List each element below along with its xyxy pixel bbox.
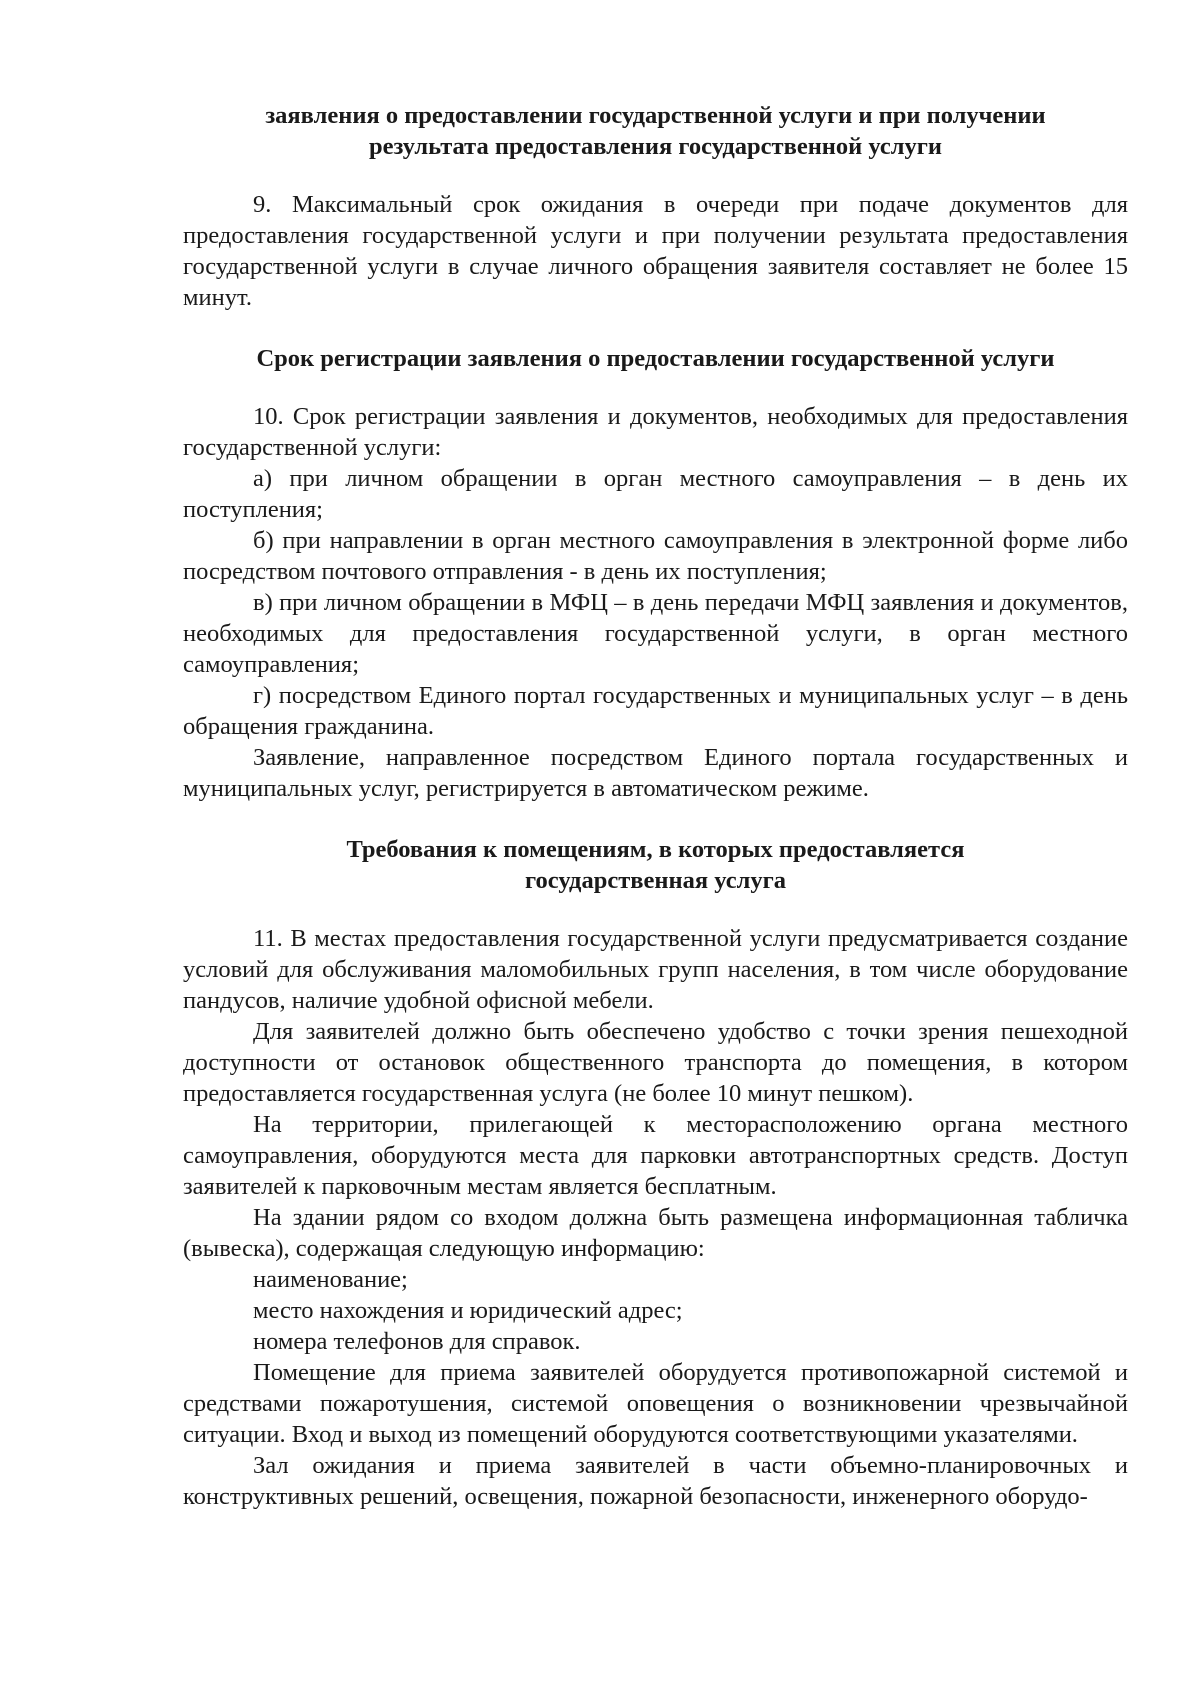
heading-line: государственная услуга — [525, 867, 786, 894]
paragraph-11: 11. В местах предоставления государственной услуги предусматривается создание условий для обслуживания маломобильных групп населения, в том числе оборудование пандусов, наличие удобной офисной мебели. — [183, 925, 1128, 1014]
heading-line: Требования к помещениям, в которых предоставляется — [346, 836, 965, 863]
section-heading-application-waiting — [183, 100, 1128, 162]
section-heading-registration-term — [183, 343, 1128, 374]
list-item: номера телефонов для справок. — [253, 1328, 581, 1355]
list-item: наименование; — [253, 1266, 408, 1293]
paragraph-accessibility: Для заявителей должно быть обеспечено удобство с точки зрения пешеходной доступности от остановок общественного транспорта до помещения, в котором предоставляется государственная услуга (не более 10 минут пешком). — [183, 1018, 1128, 1107]
heading-line: заявления о предоставлении государственной услуги и при получении — [265, 102, 1046, 129]
section-heading-premises-requirements — [183, 834, 1128, 896]
paragraph-9: 9. Максимальный срок ожидания в очереди при подаче документов для предоставления государственной услуги и при получении результата предоставления государственной услуги в случае личного обращения заявителя составляет не более 15 минут. — [183, 191, 1128, 311]
paragraph-fire-safety: Помещение для приема заявителей оборудуется противопожарной системой и средствами пожаротушения, системой оповещения о возникновении чрезвычайной ситуации. Вход и выход из помещений оборудуются соответствующими указателями. — [183, 1359, 1128, 1448]
paragraph-10-item-g: г) посредством Единого портал государственных и муниципальных услуг – в день обращения гражданина. — [183, 682, 1128, 740]
paragraph-parking: На территории, прилегающей к месторасположению органа местного самоуправления, оборудуются места для парковки автотранспортных средств. Доступ заявителей к парковочным местам является бесплатным. — [183, 1111, 1128, 1200]
paragraph-10-item-v: в) при личном обращении в МФЦ – в день передачи МФЦ заявления и документов, необходимых для предоставления государственной услуги, в орган местного самоуправления; — [183, 589, 1128, 678]
paragraph-waiting-hall: Зал ожидания и приема заявителей в части объемно-планировочных и конструктивных решений, освещения, пожарной безопасности, инженерного оборудо- — [183, 1452, 1128, 1510]
paragraph-10-intro: 10. Срок регистрации заявления и документов, необходимых для предоставления государственной услуги: — [183, 403, 1128, 461]
heading-line: Срок регистрации заявления о предоставлении государственной услуги — [256, 345, 1055, 372]
list-item: место нахождения и юридический адрес; — [253, 1297, 683, 1324]
paragraph-10-item-a: а) при личном обращении в орган местного самоуправления – в день их поступления; — [183, 465, 1128, 523]
paragraph-10-item-b: б) при направлении в орган местного самоуправления в электронной форме либо посредством почтового отправления - в день их поступления; — [183, 527, 1128, 585]
paragraph-signboard: На здании рядом со входом должна быть размещена информационная табличка (вывеска), содержащая следующую информацию: — [183, 1204, 1128, 1262]
heading-line: результата предоставления государственной услуги — [368, 133, 943, 160]
document-page — [183, 100, 1128, 1512]
paragraph-10-note: Заявление, направленное посредством Единого портала государственных и муниципальных услуг, регистрируется в автоматическом режиме. — [183, 744, 1128, 802]
